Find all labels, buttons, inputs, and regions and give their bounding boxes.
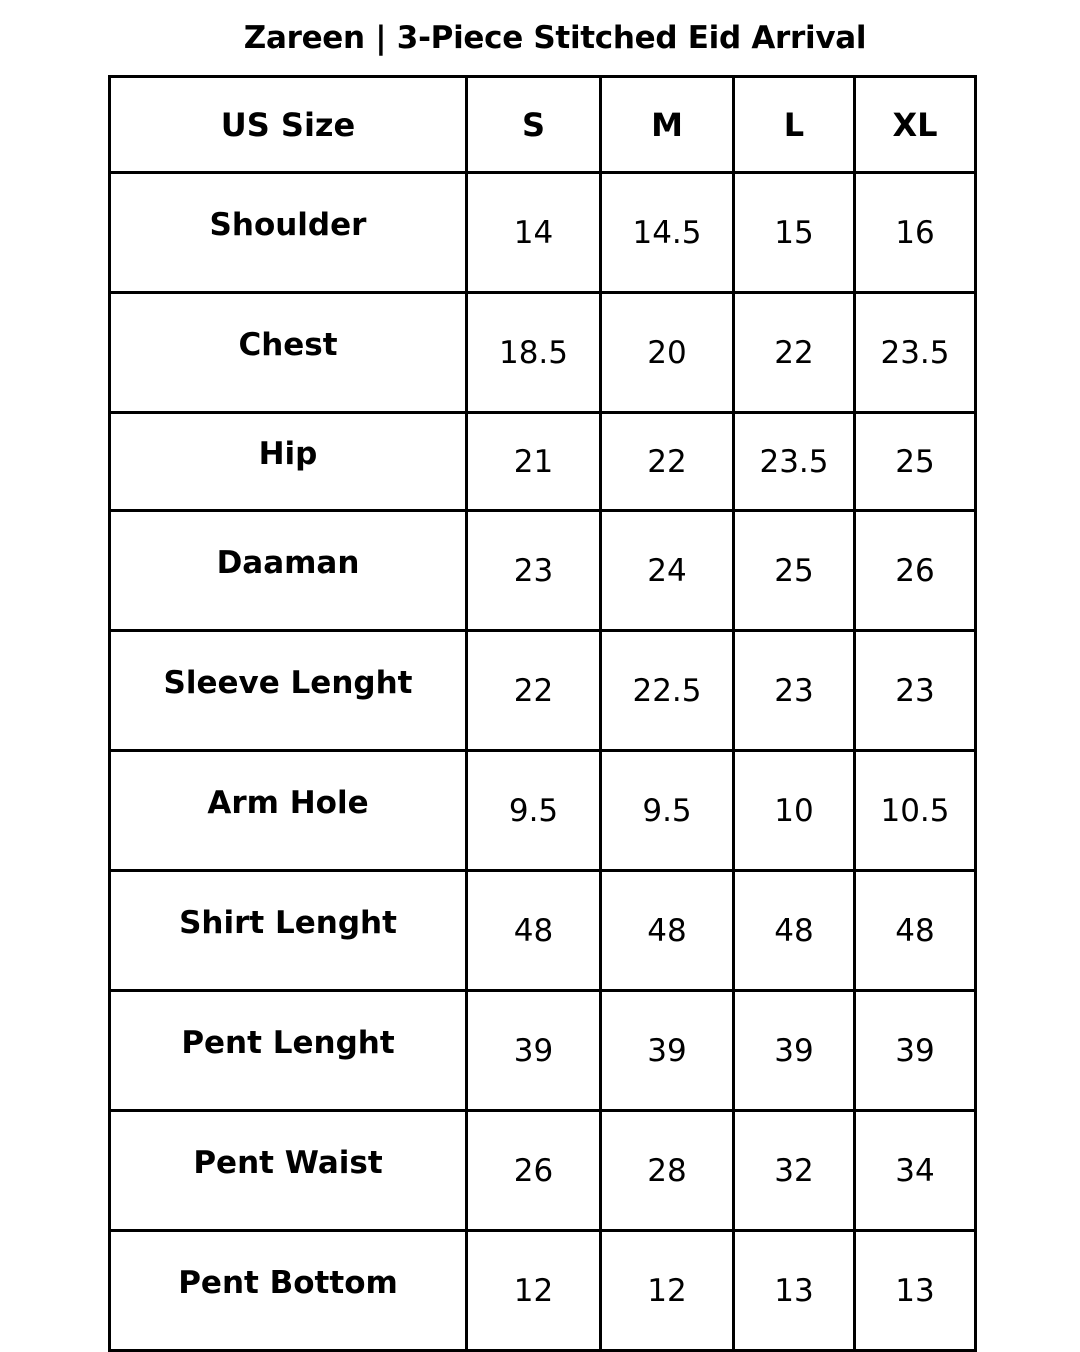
table-header-row [110, 77, 976, 173]
table-row-sleeve-length [110, 631, 976, 751]
cell-value: 26 [855, 511, 976, 631]
table-row-chest [110, 293, 976, 413]
cell-value: 39 [467, 991, 601, 1111]
table-row-arm-hole [110, 751, 976, 871]
row-label: Shoulder [110, 173, 467, 293]
row-label: Pent Bottom [110, 1231, 467, 1351]
table-row-pent-bottom [110, 1231, 976, 1351]
cell-value: 24 [601, 511, 734, 631]
table-row-daaman [110, 511, 976, 631]
row-label: Chest [110, 293, 467, 413]
cell-value: 14.5 [601, 173, 734, 293]
cell-value: 23.5 [734, 413, 855, 511]
cell-value: 13 [734, 1231, 855, 1351]
cell-value: 32 [734, 1111, 855, 1231]
table-row-pent-length [110, 991, 976, 1111]
table-row-pent-waist [110, 1111, 976, 1231]
table-row-shirt-length [110, 871, 976, 991]
cell-value: 13 [855, 1231, 976, 1351]
cell-value: 22 [734, 293, 855, 413]
cell-value: 23.5 [855, 293, 976, 413]
table-row-hip [110, 413, 976, 511]
cell-value: 39 [855, 991, 976, 1111]
cell-value: 22.5 [601, 631, 734, 751]
cell-value: 28 [601, 1111, 734, 1231]
row-label: Sleeve Lenght [110, 631, 467, 751]
cell-value: 25 [855, 413, 976, 511]
row-label: Pent Waist [110, 1111, 467, 1231]
header-size-l: L [734, 77, 855, 173]
header-size-m: M [601, 77, 734, 173]
cell-value: 14 [467, 173, 601, 293]
size-chart-table [108, 75, 977, 1352]
row-label: Daaman [110, 511, 467, 631]
row-label: Arm Hole [110, 751, 467, 871]
cell-value: 9.5 [467, 751, 601, 871]
cell-value: 18.5 [467, 293, 601, 413]
cell-value: 16 [855, 173, 976, 293]
cell-value: 22 [601, 413, 734, 511]
cell-value: 48 [467, 871, 601, 991]
cell-value: 34 [855, 1111, 976, 1231]
cell-value: 48 [855, 871, 976, 991]
cell-value: 21 [467, 413, 601, 511]
header-size-s: S [467, 77, 601, 173]
table-row-shoulder [110, 173, 976, 293]
cell-value: 20 [601, 293, 734, 413]
cell-value: 15 [734, 173, 855, 293]
row-label: Hip [110, 413, 467, 511]
cell-value: 22 [467, 631, 601, 751]
cell-value: 9.5 [601, 751, 734, 871]
cell-value: 23 [734, 631, 855, 751]
cell-value: 26 [467, 1111, 601, 1231]
cell-value: 10.5 [855, 751, 976, 871]
row-label: Shirt Lenght [110, 871, 467, 991]
cell-value: 39 [601, 991, 734, 1111]
header-us-size: US Size [110, 77, 467, 173]
cell-value: 39 [734, 991, 855, 1111]
cell-value: 12 [601, 1231, 734, 1351]
cell-value: 10 [734, 751, 855, 871]
cell-value: 12 [467, 1231, 601, 1351]
row-label: Pent Lenght [110, 991, 467, 1111]
cell-value: 23 [855, 631, 976, 751]
cell-value: 25 [734, 511, 855, 631]
header-size-xl: XL [855, 77, 976, 173]
cell-value: 48 [734, 871, 855, 991]
cell-value: 48 [601, 871, 734, 991]
page-title: Zareen | 3-Piece Stitched Eid Arrival [243, 20, 867, 56]
cell-value: 23 [467, 511, 601, 631]
